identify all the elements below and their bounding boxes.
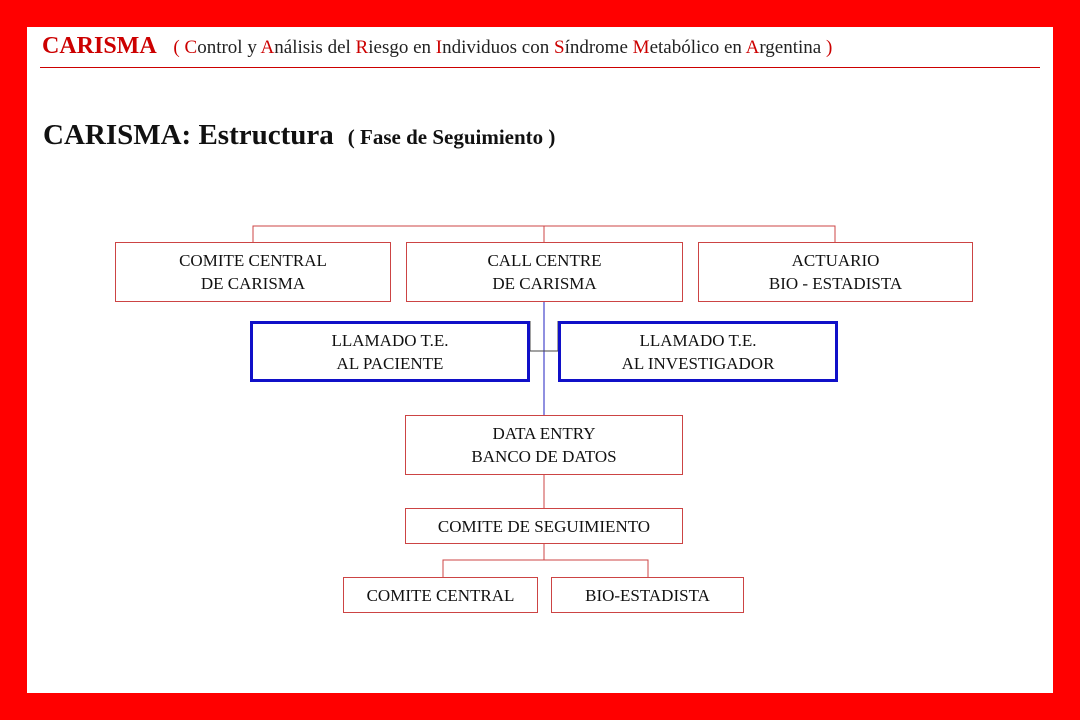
node-line: COMITE CENTRAL [366,585,515,605]
node-line: CALL CENTRE [487,251,602,270]
acronym-word: nálisis del [274,37,356,58]
node-line: DE CARISMA [200,274,306,293]
node-comite-seguimiento [405,508,683,544]
node-data-entry [405,415,683,475]
header-paren-open: ( [173,37,180,58]
node-line: BANCO DE DATOS [471,447,617,466]
acronym-letter: S [554,37,565,58]
node-actuario [698,242,973,302]
node-line: LLAMADO T.E. [639,330,757,350]
node-call-centre [406,242,683,302]
node-line: BIO-ESTADISTA [585,585,710,605]
node-line: BIO - ESTADISTA [768,274,903,293]
node-llamado-investigador [558,321,838,382]
acronym-letter: M [632,37,650,58]
node-line: DATA ENTRY [492,424,596,443]
node-line: AL PACIENTE [336,353,444,373]
node-comite-central [343,577,538,613]
acronym-word: ndividuos con [442,37,554,58]
slide [27,27,1053,693]
acronym-letter: A [260,37,275,58]
node-line: COMITE DE SEGUIMIENTO [437,516,651,536]
slide-title-sub: ( Fase de Seguimiento ) [347,125,556,149]
connector-bottom-bracket [443,560,648,577]
header-paren-close: ) [826,37,833,58]
acronym-word: índrome [564,37,633,58]
node-line: DE CARISMA [492,274,597,293]
brand-title: CARISMA [42,33,157,59]
acronym-letter: I [435,37,443,58]
node-comite-central-carisma [115,242,391,302]
node-bio-estadista [551,577,744,613]
acronym-letter: A [745,37,760,58]
node-line: LLAMADO T.E. [331,330,449,350]
node-llamado-paciente [250,321,530,382]
acronym-letter: R [355,37,369,58]
node-line: ACTUARIO [791,251,880,270]
acronym-word: iesgo en [368,37,436,58]
acronym-word: ontrol y [197,37,261,58]
acronym-letter: C [184,37,198,58]
slide-title-main: CARISMA: Estructura [43,119,334,151]
connector-lines [27,27,1053,693]
node-line: AL INVESTIGADOR [621,353,775,373]
acronym-word: rgentina [759,37,826,58]
acronym-word: etabólico en [649,37,746,58]
node-line: COMITE CENTRAL [179,251,327,270]
